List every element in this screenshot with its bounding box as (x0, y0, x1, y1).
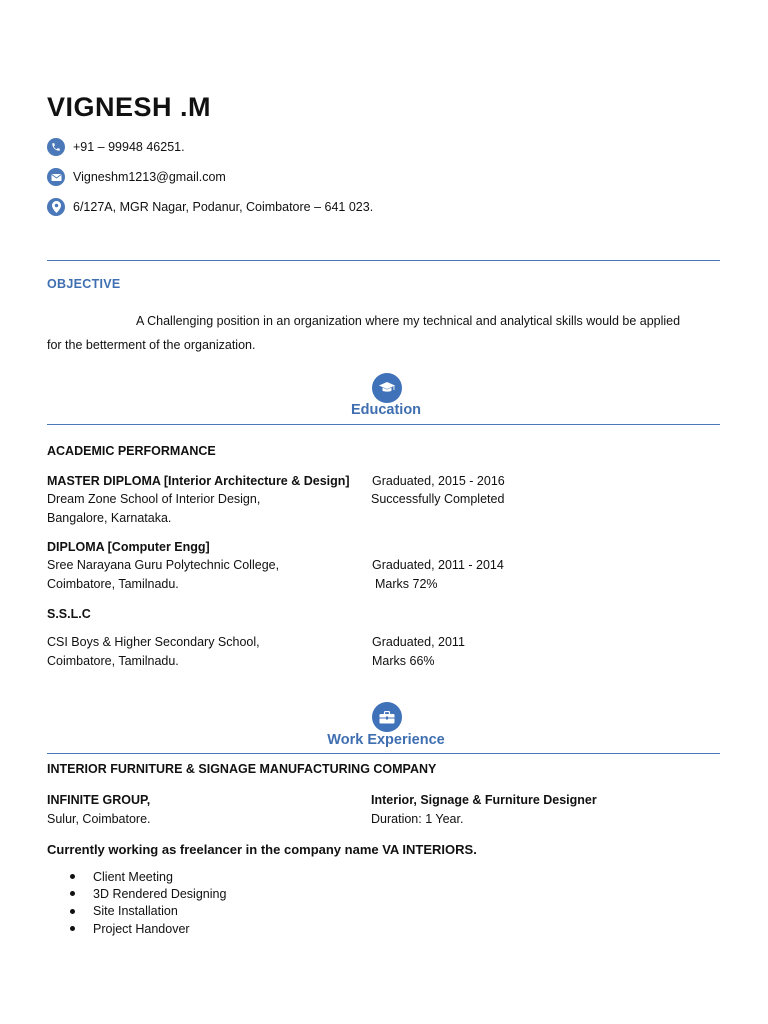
work-industry: INTERIOR FURNITURE & SIGNAGE MANUFACTURING COMPANY (47, 762, 437, 776)
education-entry-graduated: Graduated, 2011 (372, 635, 465, 649)
email-text: Vigneshm1213@gmail.com (73, 170, 226, 184)
education-entry-location: Coimbatore, Tamilnadu. (47, 654, 179, 668)
education-entry-school: Sree Narayana Guru Polytechnic College, (47, 558, 280, 572)
list-item (70, 868, 226, 885)
contact-email-row (47, 167, 226, 187)
education-entry-result: Marks 66% (372, 654, 435, 668)
education-entry-heading: S.S.L.C (47, 607, 91, 621)
briefcase-icon (372, 702, 402, 732)
contact-phone-row (47, 137, 185, 157)
education-entry-result: Successfully Completed (371, 492, 505, 506)
envelope-icon (47, 168, 65, 186)
bullet-icon (70, 909, 75, 914)
phone-icon (47, 138, 65, 156)
objective-text-line1: A Challenging position in an organization where my technical and analytical skills would be applied (136, 314, 681, 328)
bullet-icon (70, 891, 75, 896)
education-entry-heading: MASTER DIPLOMA [Interior Architecture & Design] (47, 474, 350, 488)
work-duration: Duration: 1 Year. (371, 812, 464, 826)
address-text: 6/127A, MGR Nagar, Podanur, Coimbatore – 641 023. (73, 200, 374, 214)
work-divider (47, 753, 720, 754)
location-pin-icon (47, 198, 65, 216)
phone-text: +91 – 99948 46251. (73, 140, 185, 154)
candidate-name: VIGNESH .M (47, 92, 212, 122)
education-entry-location: Bangalore, Karnataka. (47, 511, 172, 525)
task-text: 3D Rendered Designing (93, 886, 227, 901)
academic-performance-heading: ACADEMIC PERFORMANCE (47, 444, 216, 458)
education-entry-result: Marks 72% (375, 577, 438, 591)
bullet-icon (70, 926, 75, 931)
education-entry-graduated: Graduated, 2011 - 2014 (372, 558, 504, 572)
list-item (70, 885, 226, 902)
work-experience-heading: Work Experience (327, 732, 445, 748)
education-divider (47, 424, 720, 425)
education-entry-location: Coimbatore, Tamilnadu. (47, 577, 179, 591)
list-item (70, 903, 226, 920)
task-text: Site Installation (93, 904, 178, 919)
work-role: Interior, Signage & Furniture Designer (371, 793, 597, 807)
header-divider (47, 260, 720, 261)
task-text: Project Handover (93, 921, 190, 936)
graduation-cap-icon (372, 373, 402, 403)
education-entry-school: CSI Boys & Higher Secondary School, (47, 635, 260, 649)
task-list (70, 868, 226, 937)
work-company: INFINITE GROUP, (47, 793, 151, 807)
contact-address-row (47, 197, 373, 217)
work-location: Sulur, Coimbatore. (47, 812, 151, 826)
education-entry-heading: DIPLOMA [Computer Engg] (47, 540, 210, 554)
education-heading: Education (350, 402, 422, 418)
list-item (70, 920, 226, 937)
task-text: Client Meeting (93, 869, 173, 884)
work-current-status: Currently working as freelancer in the company name VA INTERIORS. (47, 842, 477, 857)
bullet-icon (70, 874, 75, 879)
education-entry-school: Dream Zone School of Interior Design, (47, 492, 261, 506)
objective-text-line2: for the betterment of the organization. (47, 338, 256, 352)
education-entry-graduated: Graduated, 2015 - 2016 (372, 474, 505, 488)
objective-heading: OBJECTIVE (47, 277, 121, 291)
